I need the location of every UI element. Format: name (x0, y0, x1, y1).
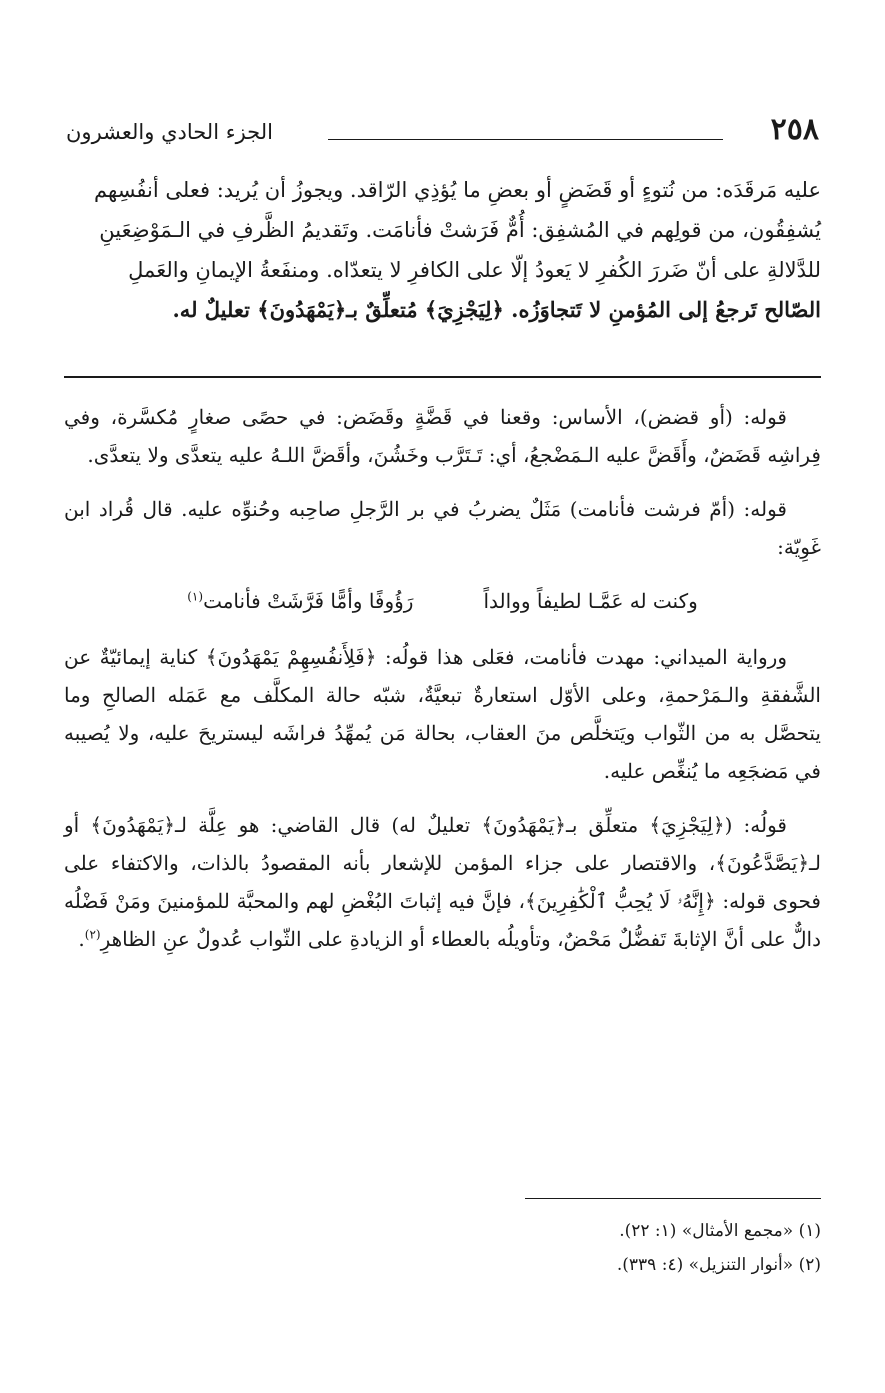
poetry-verse (64, 582, 821, 620)
footnote-marker: (٢) (84, 927, 101, 942)
main-text-line: الصّالح تَرجعُ إلى المُؤمنِ لا تَتجاوَزُه. ﴿لِيَجْزِيَ﴾ مُتعلِّقٌ بـ﴿يَمْهَدُونَ﴾ تعليلٌ له. (172, 297, 821, 322)
commentary-paragraph-text: قولُه: (﴿لِيَجْزِيَ﴾ متعلِّق بـ﴿يَمْهَدُونَ﴾ تعليلٌ له) قال القاضي: هو عِلَّة لـ﴿يَمْهَدُونَ﴾ أو لـ﴿يَصَّدَّعُونَ﴾، والاقتصار على جزاء المؤمن للإشعار بأنه المقصودُ بالذات، والاكتفاء على فحوى قوله: ﴿إِنَّهُۥ لَا يُحِبُّ ٱلْكَٰفِرِينَ﴾، فإنَّ فيه إثباتَ البُغْضِ لهم والمحبَّة للمؤمنينَ ومَنْ فَضْلُه دالٌّ على أنَّ الإثابةَ تَفضُّلٌ مَحْضٌ، وتأويلُه بالعطاء أو الزيادةِ على الثّواب عُدولٌ عنِ الظاهرِ (64, 813, 821, 951)
paragraph-end-punct: . (78, 927, 85, 951)
main-text-line: عليه مَرقَدَه: من نُتوءٍ أو قَضَضٍ أو بعضِ ما يُؤذِي الرّاقد. ويجوزُ أن يُريد: فعلى أنفُسِهم (94, 178, 821, 202)
page-number: ٢٥٨ (770, 112, 819, 147)
footnote: (١) «مجمع الأمثال» (١: ٢٢). (619, 1221, 821, 1241)
main-text-line: يُشفِقُون، من قولِهم في المُشفِق: أُمٌّ فَرَشتْ فأنامَت. وتَقديمُ الظَّرفِ في الـمَوْضِعَينِ (99, 218, 821, 242)
footnote: (٢) «أنوار التنزيل» (٤: ٣٣٩). (616, 1255, 821, 1275)
header-rule (328, 139, 723, 140)
header-title: الجزء الحادي والعشرون (66, 120, 273, 144)
commentary-paragraph: قوله: (أمّ فرشت فأنامت) مَثَلٌ يضربُ في بر الرَّجلِ صاحِبه وحُنوِّه عليه. قال قُراد ابن غَوِيّة: (64, 497, 821, 559)
commentary-paragraph (64, 806, 821, 958)
running-header (66, 112, 819, 152)
verse-second-hemistich (187, 582, 413, 620)
footnote-marker: (١) (187, 589, 204, 604)
text-commentary-divider (64, 376, 821, 378)
commentary-paragraph: ورواية الميداني: مهدت فأنامت، فعَلى هذا قولُه: ﴿فَلِأَنفُسِهِمْ يَمْهَدُونَ﴾ كناية إيمائيّةٌ عن الشَّفقةِ والـمَرْحمةِ، وعلى الأوّل استعارةٌ تبعيَّةٌ، شبّه حالة المكلَّف مع عَمَله الصالحِ وما يتحصَّل به من الثّواب ويَتخلَّص منَ العقاب، بحالة مَن يُمهِّدُ فراشَه ليستريحَ عليه، ولا يُصيبه في مَضجَعِه ما يُنغِّص عليه. (64, 645, 821, 783)
verse-first-hemistich: وكنت له عَمَّـا لطيفاً ووالداً (483, 589, 698, 613)
commentary-paragraph: قوله: (أو قضض)، الأساس: وقعنا في قَضَّةٍ وقَضَض: في حصًى صغارٍ مُكسَّرة، وفي فِراشِه قَضَضٌ، وأَقَضَّ عليه الـمَضْجعُ، أي: تَـتَرَّب وخَشُنَ، وأقَضَّ اللـهُ عليه يتعدَّى ولا يتعدَّى. (64, 405, 821, 467)
main-text-line: للدَّلالةِ على أنّ ضَررَ الكُفرِ لا يَعودُ إلّا على الكافرِ لا يتعدّاه. ومنفَعةُ الإيمانِ والعَملِ (128, 258, 821, 282)
footnote-rule (525, 1198, 821, 1199)
verse-second-hemistich-text: رَؤُوفًا وأمًّا فَرَّشَتْ فأنامت (203, 589, 414, 613)
main-text (64, 170, 821, 330)
footnotes (64, 1214, 821, 1282)
commentary (64, 398, 821, 974)
